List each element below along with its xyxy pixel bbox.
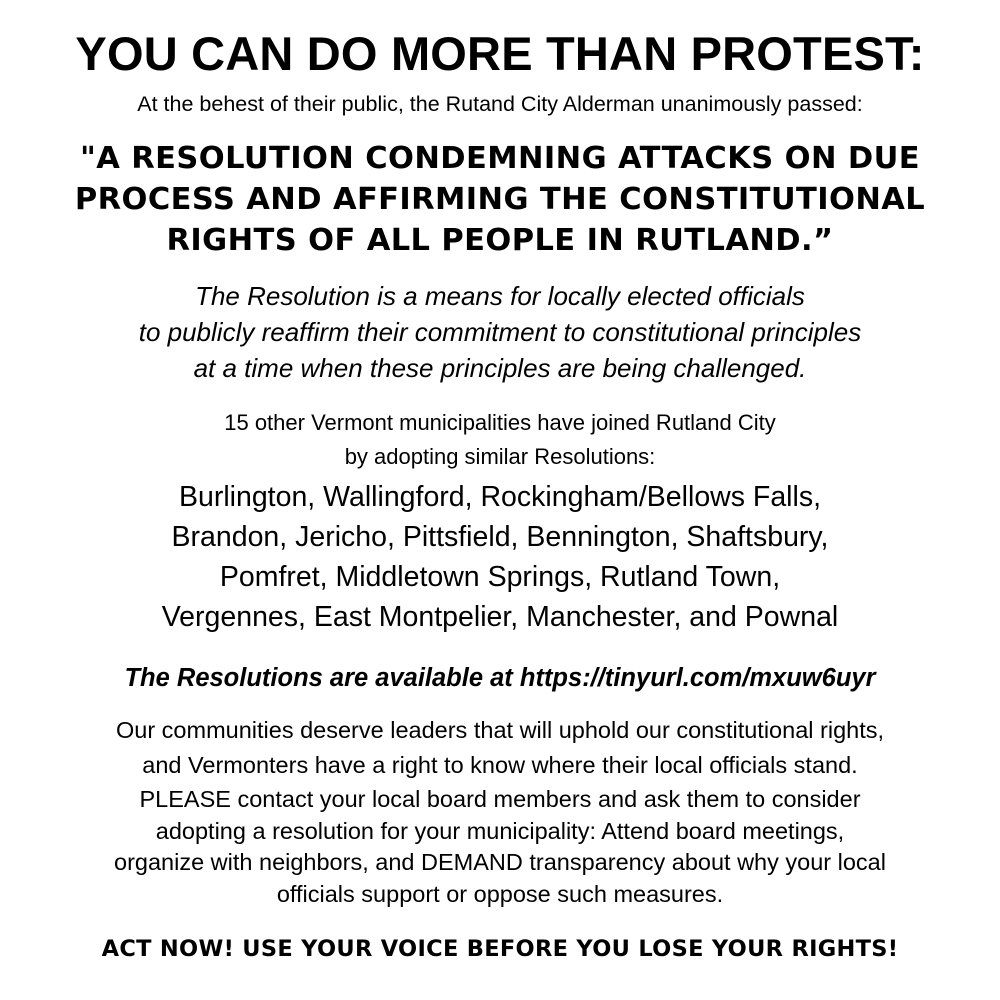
closing-line: adopting a resolution for your municipality: Attend board meetings,	[155, 818, 845, 844]
closing-line: Our communities deserve leaders that will uphold our constitutional rights,	[115, 717, 885, 743]
intro-text: At the behest of their public, the Rutand City Alderman unanimously passed:	[137, 92, 863, 116]
purpose-line: at a time when these principles are being challenged.	[193, 353, 807, 383]
municipality-list-line: Brandon, Jericho, Pittsfield, Bennington, Shaftsbury,	[171, 521, 829, 553]
resolution-title-line: RIGHTS OF ALL PEOPLE IN RUTLAND.”	[166, 223, 834, 258]
resolution-title-line: "A RESOLUTION CONDEMNING ATTACKS ON DUE	[79, 141, 921, 176]
closing-line: PLEASE contact your local board members and ask them to consider	[139, 786, 861, 812]
closing-line: and Vermonters have a right to know where their local officials stand.	[142, 752, 858, 778]
municipality-list-line: Pomfret, Middletown Springs, Rutland Town,	[219, 561, 781, 593]
resolutions-link[interactable]: https://tinyurl.com/mxuw6uyr	[519, 664, 876, 692]
purpose-line: The Resolution is a means for locally elected officials	[195, 281, 805, 311]
purpose-line: to publicly reaffirm their commitment to constitutional principles	[138, 317, 862, 347]
municipality-list-line: Burlington, Wallingford, Rockingham/Bellows Falls,	[178, 481, 822, 513]
municipality-list-line: Vergennes, East Montpelier, Manchester, and Pownal	[161, 601, 839, 633]
others-line: 15 other Vermont municipalities have joined Rutland City	[224, 410, 776, 435]
closing-line: officials support or oppose such measures.	[276, 881, 724, 907]
flyer-title: YOU CAN DO MORE THAN PROTEST:	[75, 27, 925, 80]
availability-notice	[0, 664, 1000, 693]
call-to-action: ACT NOW! USE YOUR VOICE BEFORE YOU LOSE YOUR RIGHTS!	[101, 936, 899, 962]
others-line: by adopting similar Resolutions:	[344, 444, 656, 469]
closing-line: organize with neighbors, and DEMAND transparency about why your local	[114, 849, 886, 875]
availability-prefix: The Resolutions are available at	[124, 664, 520, 692]
resolution-title-line: PROCESS AND AFFIRMING THE CONSTITUTIONAL	[74, 182, 926, 217]
